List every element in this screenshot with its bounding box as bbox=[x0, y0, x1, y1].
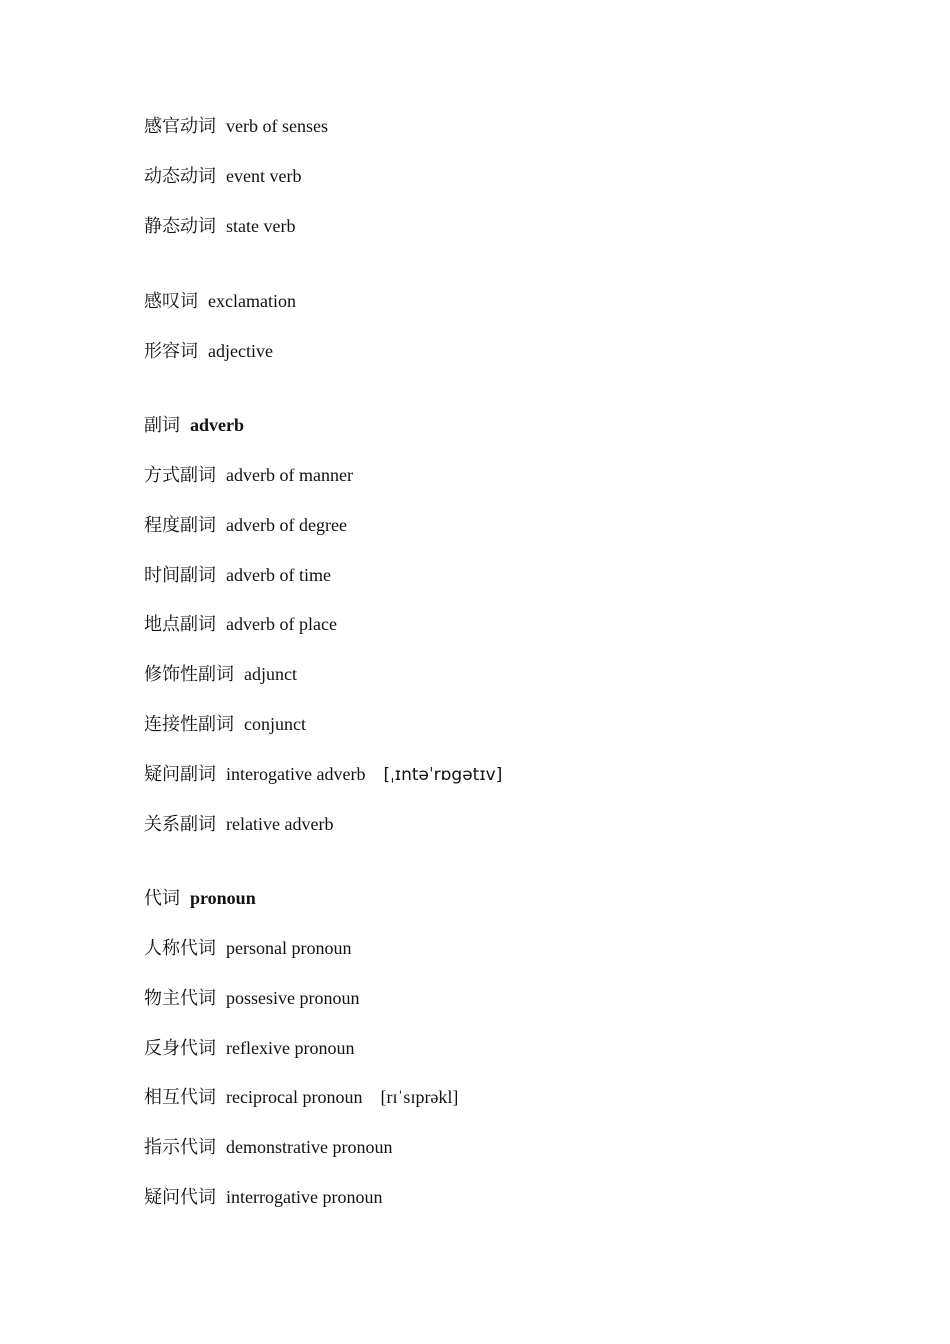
term-line bbox=[144, 214, 295, 239]
term-english: adverb of time bbox=[226, 565, 331, 585]
term-chinese: 时间副词 bbox=[144, 565, 216, 586]
term-line bbox=[144, 114, 328, 139]
term-line bbox=[144, 1036, 354, 1061]
term-chinese: 关系副词 bbox=[144, 814, 216, 835]
term-chinese: 相互代词 bbox=[144, 1087, 216, 1108]
term-chinese: 指示代词 bbox=[144, 1137, 216, 1158]
term-chinese: 疑问代词 bbox=[144, 1187, 216, 1208]
term-english: demonstrative pronoun bbox=[226, 1137, 393, 1157]
phonetic-transcription: [rɪˈsɪprəkl] bbox=[380, 1087, 459, 1107]
term-chinese: 静态动词 bbox=[144, 216, 216, 237]
term-chinese: 程度副词 bbox=[144, 515, 216, 536]
term-english: relative adverb bbox=[226, 814, 334, 834]
term-english: adverb of manner bbox=[226, 465, 353, 485]
term-chinese: 连接性副词 bbox=[144, 714, 234, 735]
term-line bbox=[144, 762, 502, 787]
term-line bbox=[144, 463, 353, 488]
term-chinese: 物主代词 bbox=[144, 988, 216, 1009]
term-english: event verb bbox=[226, 166, 302, 186]
term-line bbox=[144, 339, 273, 364]
term-line bbox=[144, 612, 337, 637]
term-chinese: 地点副词 bbox=[144, 614, 216, 635]
term-line bbox=[144, 812, 333, 837]
term-english: adverb of place bbox=[226, 614, 337, 634]
term-english: interrogative pronoun bbox=[226, 1187, 383, 1207]
term-english: state verb bbox=[226, 216, 296, 236]
term-line bbox=[144, 662, 297, 687]
term-english: verb of senses bbox=[226, 116, 328, 136]
term-english: interogative adverb bbox=[226, 764, 366, 784]
term-english: adverb bbox=[190, 415, 244, 435]
term-line bbox=[144, 986, 360, 1011]
term-line bbox=[144, 936, 351, 961]
term-chinese: 方式副词 bbox=[144, 465, 216, 486]
term-english: reflexive pronoun bbox=[226, 1038, 355, 1058]
term-chinese: 动态动词 bbox=[144, 166, 216, 187]
term-chinese: 感叹词 bbox=[144, 291, 198, 312]
phonetic-transcription: [ˌɪntəˈrɒgətɪv] bbox=[383, 765, 503, 785]
term-english: adverb of degree bbox=[226, 515, 347, 535]
section-heading bbox=[144, 886, 256, 911]
term-english: adjective bbox=[208, 341, 273, 361]
term-english: possesive pronoun bbox=[226, 988, 360, 1008]
term-line bbox=[144, 563, 331, 588]
term-line bbox=[144, 1185, 382, 1210]
term-chinese: 形容词 bbox=[144, 341, 198, 362]
term-chinese: 代词 bbox=[144, 888, 180, 909]
term-line bbox=[144, 1135, 392, 1160]
term-chinese: 疑问副词 bbox=[144, 764, 216, 785]
term-english: conjunct bbox=[244, 714, 306, 734]
term-english: exclamation bbox=[208, 291, 296, 311]
term-line bbox=[144, 289, 296, 314]
term-english: reciprocal pronoun bbox=[226, 1087, 363, 1107]
term-chinese: 修饰性副词 bbox=[144, 664, 234, 685]
term-chinese: 感官动词 bbox=[144, 116, 216, 137]
term-chinese: 副词 bbox=[144, 415, 180, 436]
term-chinese: 反身代词 bbox=[144, 1038, 216, 1059]
term-english: pronoun bbox=[190, 888, 256, 908]
term-line bbox=[144, 164, 301, 189]
term-line bbox=[144, 1085, 458, 1110]
term-line bbox=[144, 712, 306, 737]
term-english: personal pronoun bbox=[226, 938, 352, 958]
term-line bbox=[144, 513, 347, 538]
term-chinese: 人称代词 bbox=[144, 938, 216, 959]
term-english: adjunct bbox=[244, 664, 297, 684]
section-heading bbox=[144, 413, 244, 438]
